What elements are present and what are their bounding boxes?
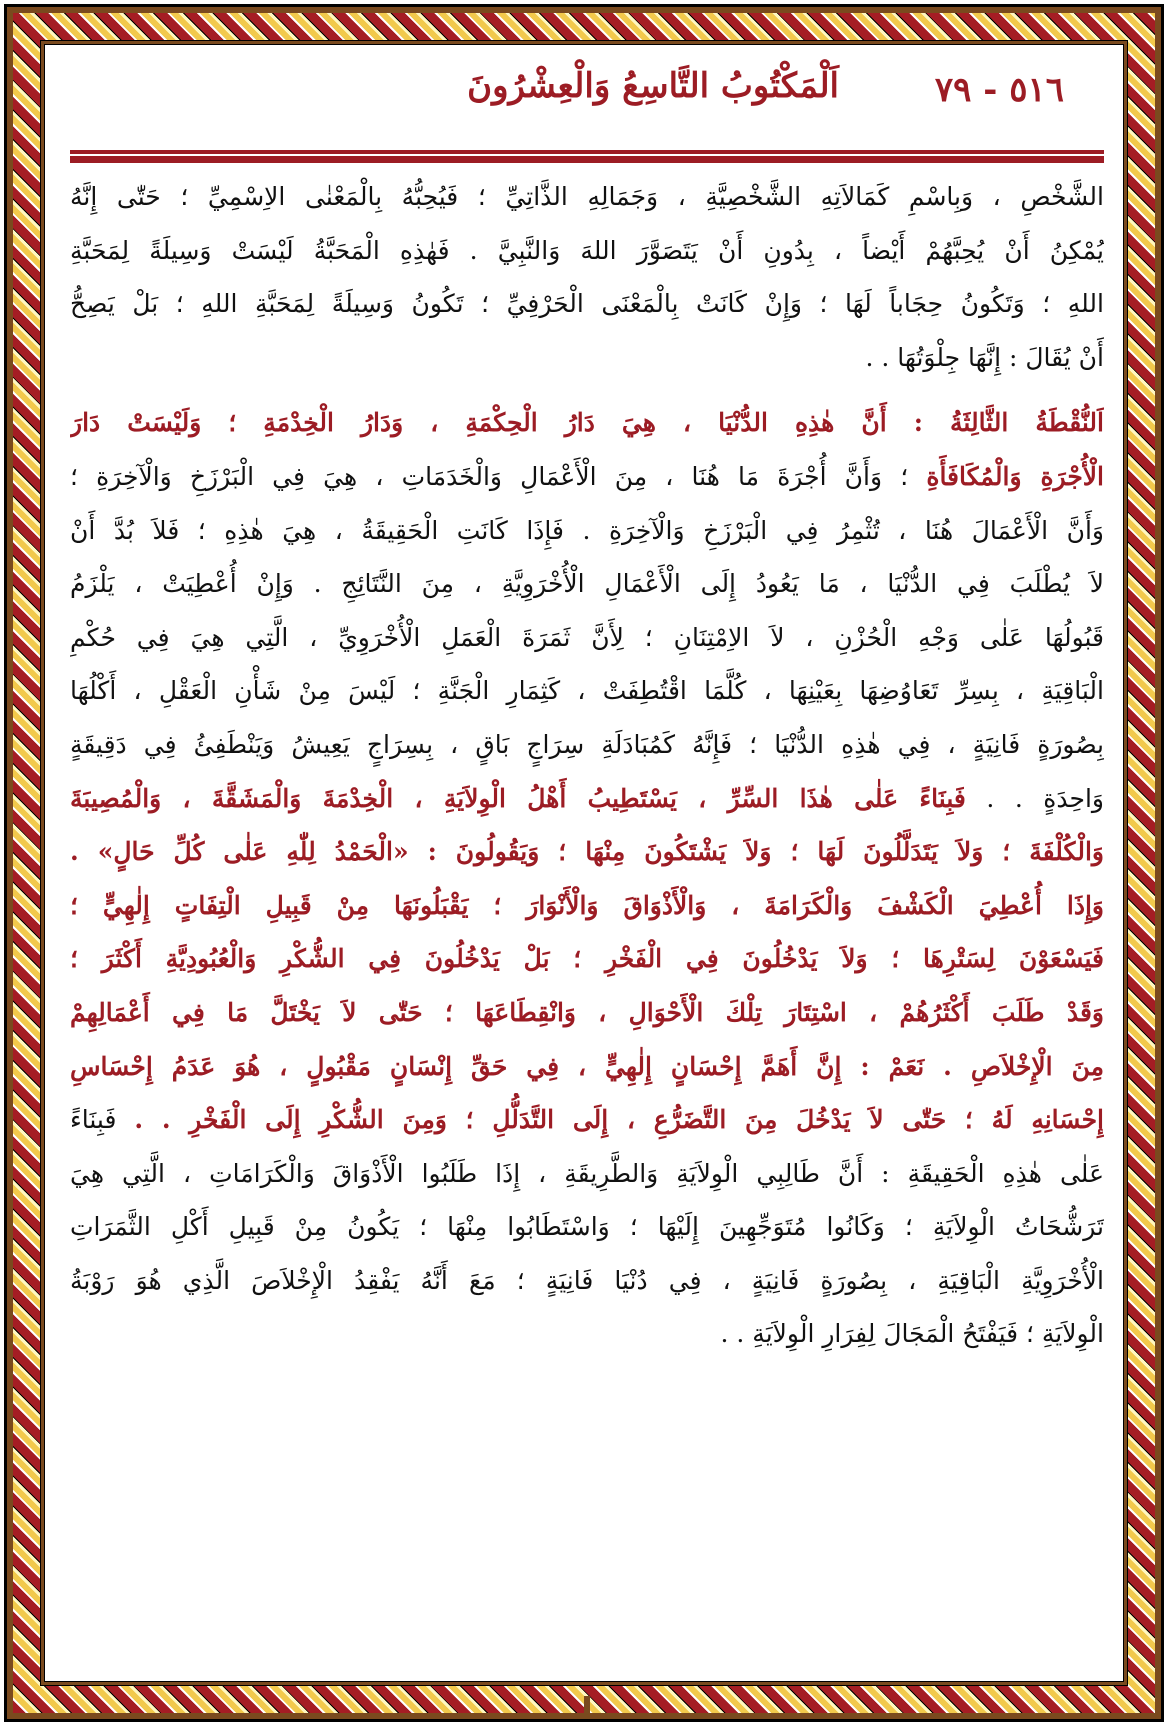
- text-line: [70, 277, 1104, 331]
- highlighted-text: اَلنُّقْطَةُ الثَّالِثَةُ : أَنَّ هٰذِهِ الدُّنْيَا ، هِيَ دَارُ الْحِكْمَةِ ، وَدَارُ الْخِدْمَةِ ؛ وَلَيْسَتْ دَارَ: [70, 408, 1104, 438]
- highlighted-text: وَإِذَا أُعْطِيَ الْكَشْفَ وَالْكَرَامَةَ ، وَالْأَذْوَاقَ وَالْأَنْوَارَ ؛ يَقْبَلُونَهَا مِنْ قَبِيلِ الْتِفَاتٍ إِلٰهِيٍّ ؛: [70, 890, 1104, 920]
- highlighted-text: وَالْكُلْفَةَ ؛ وَلاَ يَتَدَلَّلُونَ لَهَا ؛ وَلاَ يَشْتَكُونَ مِنْهَا ؛ وَيَقُولُونَ : «الْحَمْدُ لِلّٰهِ عَلٰى كُلِّ حَالٍ» .: [70, 837, 1104, 867]
- text-line: [70, 1254, 1104, 1308]
- text-line: [70, 224, 1104, 278]
- body-text: تَرَشُّحَاتُ الْوِلاَيَةِ ؛ وَكَانُوا مُتَوَجِّهِينَ إِلَيْهَا ؛ وَاسْتَطَابُوا مِنْهَا ؛ يَكُونُ مِنْ قَبِيلِ أَكْلِ الثَّمَرَاتِ: [70, 1212, 1104, 1242]
- highlighted-text: الْأُجْرَةِ وَالْمُكَافَأَةِ: [926, 461, 1104, 491]
- body-text: لاَ يُطْلَبَ فِي الدُّنْيَا ، مَا يَعُودُ إِلَى الْأَعْمَالِ الْأُخْرَوِيَّةِ ، مِنَ النَّتَائِجِ . وَإِنْ أُعْطِيَتْ ، يَلْزَمُ: [70, 569, 1104, 599]
- highlighted-text: فَيَسْعَوْنَ لِسَتْرِهَا ؛ وَلاَ يَدْخُلُونَ فِي الْفَخْرِ ؛ بَلْ يَدْخُلُونَ فِي الشُّكْرِ وَالْعُبُودِيَّةِ أَكْثَرَ ؛: [70, 944, 1104, 974]
- text-line: [70, 450, 1104, 504]
- text-line: [70, 1147, 1104, 1201]
- header-rule-thick: [70, 156, 1104, 163]
- text-line: [70, 772, 1104, 826]
- chapter-title: اَلْمَكْتُوبُ التَّاسِعُ وَالْعِشْرُونَ: [467, 66, 839, 106]
- text-line: [70, 932, 1104, 986]
- body-text: ؛ وَأَنَّ أُجْرَةَ مَا هُنَا ، مِنَ الْأَعْمَالِ وَالْخَدَمَاتِ ، هِيَ فِي الْبَرْزَخِ وَالْآخِرَةِ ؛: [70, 461, 927, 491]
- text-line: [70, 825, 1104, 879]
- text-line: [70, 1093, 1104, 1147]
- text-line: [70, 1200, 1104, 1254]
- body-text: وَأَنَّ الْأَعْمَالَ هُنَا ، تُثْمِرُ فِي الْبَرْزَخِ وَالْآخِرَةِ . فَإِذَا كَانَتِ الْحَقِيقَةُ ، هِيَ هٰذِهِ ؛ فَلاَ بُدَّ أَنْ: [70, 515, 1104, 545]
- page-number: ٥١٦ - ٧٩: [934, 70, 1064, 110]
- body-text: الْبَاقِيَةِ ، بِسِرِّ تَعَاوُضِهَا بِعَيْنِهَا ، كُلَّمَا اقْتُطِفَتْ ، كَثِمَارِ الْجَنَّةِ ؛ لَيْسَ مِنْ شَأْنِ الْعَقْلِ ، أَكْلُهَا: [70, 676, 1104, 706]
- body-text: يُمْكِنُ أَنْ يُحِبَّهُمْ أَيْضاً ، بِدُونِ أَنْ يَتَصَوَّرَ اللهَ وَالنَّبِيَّ . فَهٰذِهِ الْمَحَبَّةُ لَيْسَتْ وَسِيلَةً لِمَحَبَّةِ: [70, 235, 1104, 265]
- paragraph: [70, 170, 1104, 384]
- text-line: [70, 664, 1104, 718]
- text-line: [70, 879, 1104, 933]
- highlighted-text: إِحْسَانِهِ لَهُ ؛ حَتّٰى لاَ يَدْخُلَ مِنَ التَّضَرُّعِ ، إِلَى التَّدَلُّلِ ؛ وَمِنَ الشُّكْرِ إِلَى الْفَخْرِ . .: [134, 1105, 1104, 1135]
- paragraph-gap: [70, 384, 1104, 396]
- body-text: بِصُورَةٍ فَانِيَةٍ ، فِي هٰذِهِ الدُّنْيَا ؛ فَإِنَّهُ كَمُبَادَلَةِ سِرَاجٍ بَاقٍ ، بِسِرَاجٍ يَعِيشُ وَيَنْطَفِئُ فِي دَقِيقَةٍ: [70, 729, 1104, 759]
- text-line: [70, 986, 1104, 1040]
- paragraph: [70, 396, 1104, 1361]
- text-line: [70, 1040, 1104, 1094]
- highlighted-text: فَبِنَاءً عَلٰى هٰذَا السِّرِّ ، يَسْتَطِيبُ أَهْلُ الْوِلاَيَةِ ، الْخِدْمَةَ وَالْمَشَقَّةَ ، وَالْمُصِيبَةَ: [70, 783, 966, 813]
- highlighted-text: مِنَ الْإِخْلاَصِ . نَعَمْ : إِنَّ أَهَمَّ إِحْسَانٍ إِلٰهِيٍّ ، فِي حَقِّ إِنْسَانٍ مَقْبُولٍ ، هُوَ عَدَمُ إِحْسَاسِ: [70, 1051, 1104, 1081]
- text-line: [70, 557, 1104, 611]
- body-text: الشَّخْصِ ، وَبِاسْمِ كَمَالاَتِهِ الشَّخْصِيَّةِ ، وَجَمَالِهِ الذَّاتِيِّ ؛ فَيُحِبُّهُ بِالْمَعْنٰى الاِسْمِيِّ ؛ حَتّٰى إِنَّهُ: [70, 182, 1104, 211]
- body-text: عَلٰى هٰذِهِ الْحَقِيقَةِ : أَنَّ طَالِبِي الْوِلاَيَةِ وَالطَّرِيقَةِ ، إِذَا طَلَبُوا الْأَذْوَاقَ وَالْكَرَامَاتِ ، الَّتِي هِيَ: [70, 1158, 1104, 1188]
- text-line: [70, 1307, 1104, 1361]
- body-text: أَنْ يُقَالَ : إِنَّهَا جِلْوَتُهَا . .: [865, 342, 1104, 372]
- header-rule-thin: [70, 150, 1104, 154]
- body-text: الْوِلاَيَةِ ؛ فَيَفْتَحُ الْمَجَالَ لِفِرَارِ الْوِلاَيَةِ . .: [720, 1319, 1104, 1349]
- body-text: الْأُخْرَوِيَّةِ الْبَاقِيَةِ ، بِصُورَةٍ فَانِيَةٍ ، فِي دُنْيَا فَانِيَةٍ ؛ مَعَ أَنَّهُ يَفْقِدُ الْإِخْلاَصَ الَّذِي هُوَ رَوْبَةُ: [70, 1265, 1104, 1295]
- text-line: [70, 331, 1104, 385]
- highlighted-text: وَقَدْ طَلَبَ أَكْثَرُهُمْ ، اسْتِتَارَ تِلْكَ الْأَحْوَالِ ، وَانْقِطَاعَهَا ؛ حَتّٰى لاَ يَخْتَلَّ مَا فِي أَعْمَالِهِمْ: [70, 997, 1104, 1027]
- body-text: قَبُولُهَا عَلٰى وَجْهِ الْحُزْنِ ، لاَ الاِمْتِنَانِ ؛ لِأَنَّ ثَمَرَةَ الْعَمَلِ الْأُخْرَوِيِّ ، الَّتِي هِيَ فِي حُكْمِ: [70, 622, 1104, 652]
- body-text: وَاحِدَةٍ . .: [965, 783, 1104, 813]
- border-center-marker: [584, 1696, 590, 1716]
- page-header: [103, 56, 1064, 116]
- text-line: [70, 718, 1104, 772]
- body-text: فَبِنَاءً: [70, 1105, 135, 1135]
- text-line: [70, 170, 1104, 224]
- text-line: [70, 504, 1104, 558]
- text-line: [70, 396, 1104, 450]
- text-line: [70, 611, 1104, 665]
- page-body: [70, 170, 1104, 1361]
- body-text: اللهِ ؛ وَتَكُونُ حِجَاباً لَهَا ؛ وَإِنْ كَانَتْ بِالْمَعْنَى الْحَرْفِيِّ ؛ تَكُونُ وَسِيلَةً لِمَحَبَّةِ اللهِ ؛ بَلْ يَصِحُّ: [70, 289, 1104, 319]
